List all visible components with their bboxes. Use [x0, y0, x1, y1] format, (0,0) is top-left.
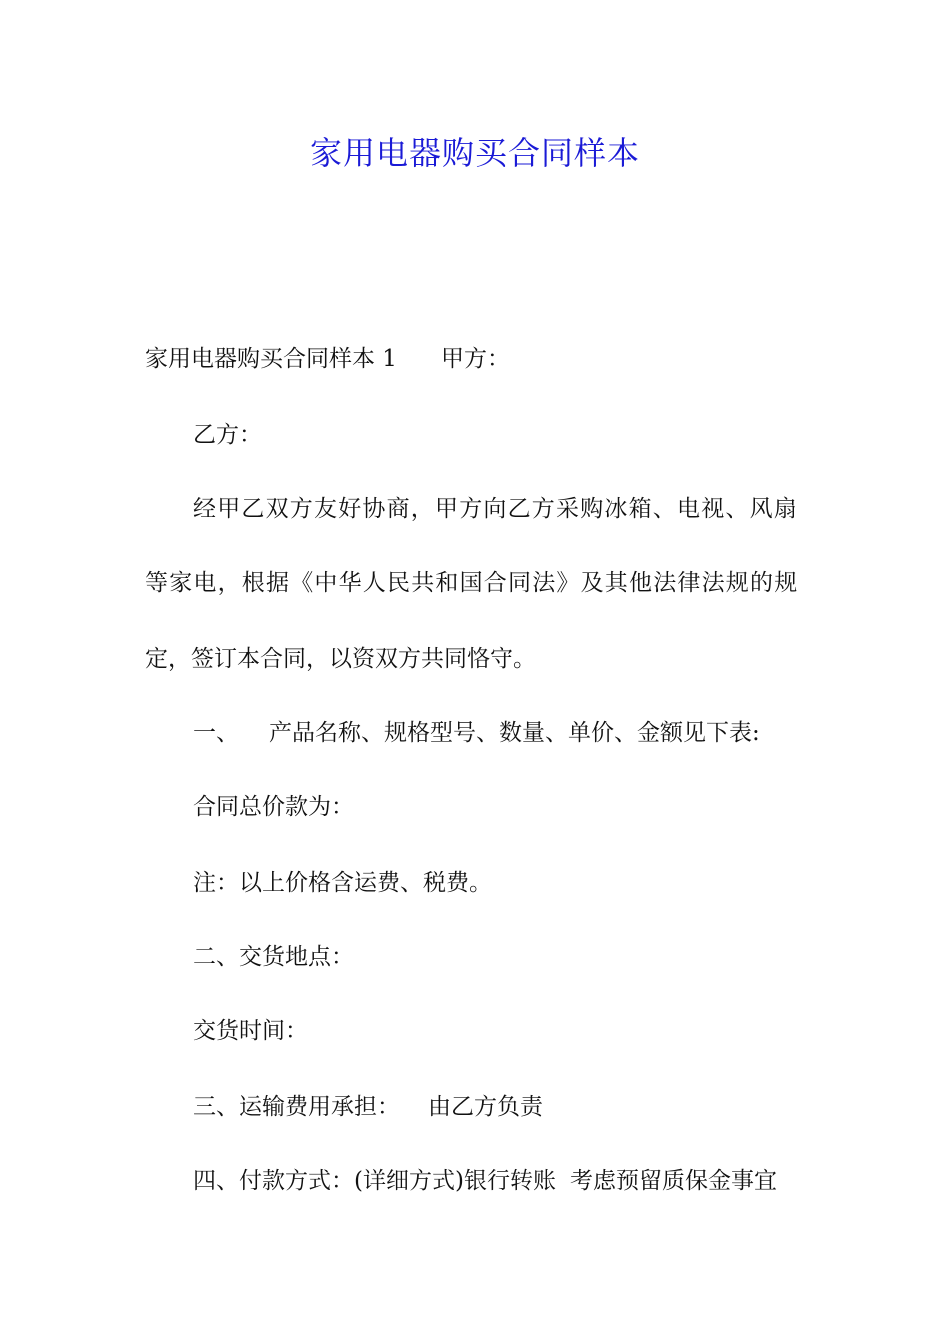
sample-heading: 家用电器购买合同样本 1 — [145, 346, 397, 372]
transport-cost-line — [193, 1092, 543, 1122]
price-note-line: 注：以上价格含运费、税费。 — [193, 870, 492, 896]
delivery-time-line: 交货时间： — [193, 1018, 308, 1044]
document-title: 家用电器购买合同样本 — [309, 134, 640, 172]
payment-method-label: 四、付款方式：(详细方式)银行转账 — [193, 1168, 556, 1194]
delivery-place-line: 二、交货地点： — [193, 944, 354, 970]
intro-paragraph-line-2: 等家电，根据《中华人民共和国合同法》及其他法律法规的规 — [145, 570, 799, 596]
transport-cost-label: 三、运输费用承担： — [193, 1094, 400, 1120]
payment-method-note: 考虑预留质保金事宜 — [569, 1168, 777, 1194]
section-1-line — [193, 718, 760, 748]
party-b-label: 乙方： — [193, 422, 262, 448]
transport-cost-value: 由乙方负责 — [428, 1094, 543, 1120]
payment-method-line — [193, 1166, 777, 1196]
section-1-text: 产品名称、规格型号、数量、单价、金额见下表: — [269, 720, 760, 746]
intro-paragraph-line-1: 经甲乙双方友好协商，甲方向乙方采购冰箱、电视、风扇 — [193, 496, 798, 522]
intro-paragraph-line-3: 定，签订本合同，以资双方共同恪守。 — [145, 646, 536, 672]
sample-heading-line — [145, 344, 510, 374]
section-1-number: 一、 — [193, 720, 239, 746]
party-a-label: 甲方： — [440, 346, 510, 372]
total-price-line: 合同总价款为： — [193, 794, 354, 820]
